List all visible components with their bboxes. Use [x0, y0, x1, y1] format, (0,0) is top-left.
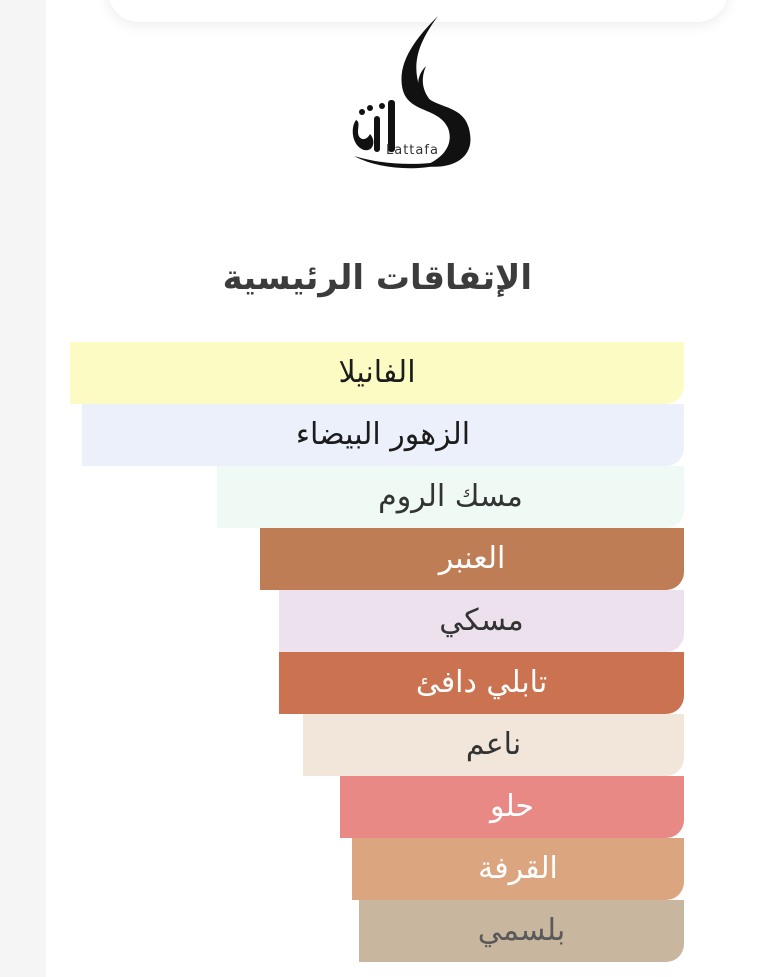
accord-label: حلو — [490, 789, 534, 824]
accord-bar — [70, 342, 684, 404]
accord-bar — [82, 404, 684, 466]
accord-label: ناعم — [465, 727, 522, 762]
accord-label: تابلي دافئ — [415, 665, 548, 700]
left-edge-strip — [0, 0, 46, 977]
accord-bar — [340, 776, 684, 838]
accord-label: القرفة — [478, 851, 558, 886]
accord-bar — [217, 466, 684, 528]
accord-bar — [303, 714, 684, 776]
logo-wordmark: Lattafa — [386, 143, 439, 158]
accord-bar — [260, 528, 684, 590]
accord-bar — [352, 838, 684, 900]
accord-label: الزهور البيضاء — [295, 417, 471, 452]
accord-bar — [359, 900, 684, 962]
accord-bar — [279, 652, 684, 714]
accord-label: بلسمي — [477, 913, 566, 948]
accord-label: الفانيلا — [338, 355, 416, 390]
accord-label: مسك الروم — [378, 479, 523, 514]
accord-bar — [279, 590, 684, 652]
main-accords-title: الإتفاقات الرئيسية — [222, 258, 532, 298]
accord-label: العنبر — [438, 541, 506, 576]
accord-label: مسكي — [439, 603, 524, 638]
